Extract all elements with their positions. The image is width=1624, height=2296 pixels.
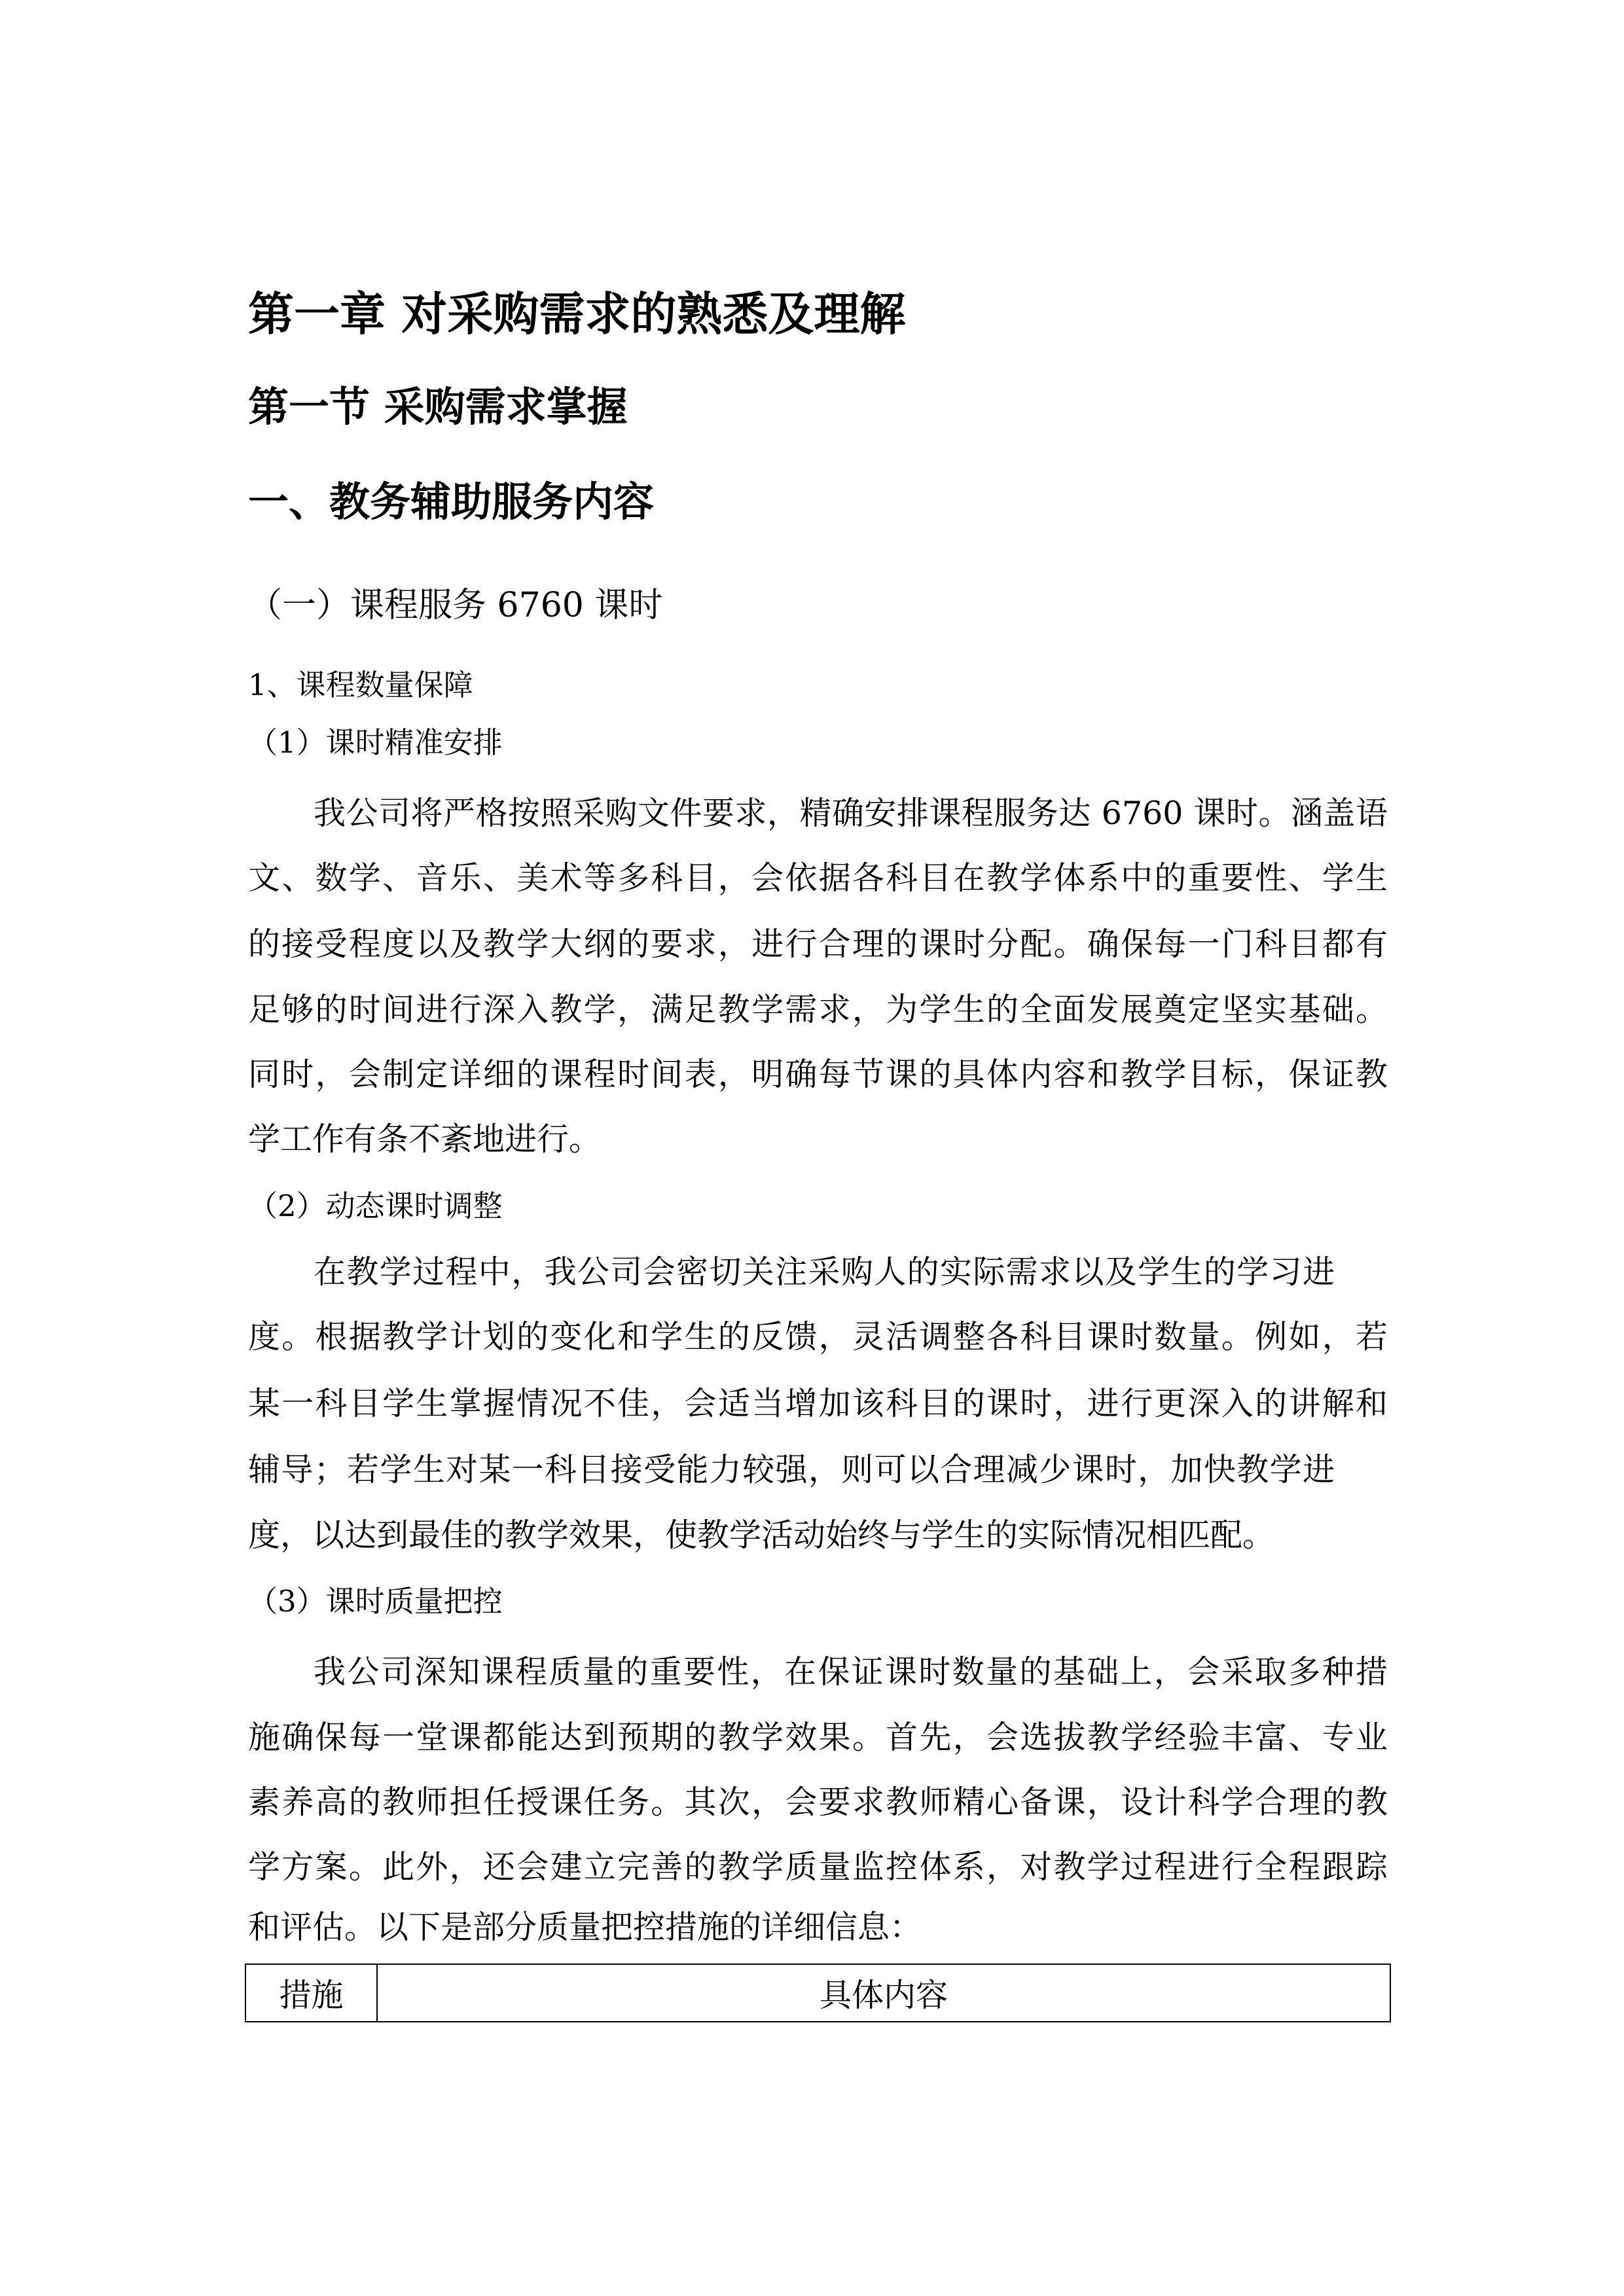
paragraph-line: 我公司将严格按照采购文件要求，精确安排课程服务达 6760 课时。涵盖语 — [314, 795, 1388, 832]
paragraph-line: 辅导；若学生对某一科目接受能力较强，则可以合理减少课时，加快教学进 — [248, 1451, 1335, 1488]
paragraph-line: 足够的时间进行深入教学，满足教学需求，为学生的全面发展奠定坚实基础。 — [248, 991, 1388, 1028]
sub-heading-1: （1）课时精准安排 — [248, 725, 503, 760]
paragraph-line: 文、数学、音乐、美术等多科目，会依据各科目在教学体系中的重要性、学生 — [248, 859, 1388, 897]
paragraph-line: 学方案。此外，还会建立完善的教学质量监控体系，对教学过程进行全程跟踪 — [248, 1848, 1388, 1886]
paragraph-line: 学工作有条不紊地进行。 — [248, 1121, 602, 1158]
paragraph-line: 度。根据教学计划的变化和学生的反馈，灵活调整各科目课时数量。例如，若 — [248, 1318, 1388, 1355]
header-content: 具体内容 — [377, 1964, 1390, 2022]
paragraph-line: 在教学过程中，我公司会密切关注采购人的实际需求以及学生的学习进 — [314, 1253, 1335, 1291]
paragraph-line: 素养高的教师担任授课任务。其次，会要求教师精心备课，设计科学合理的教 — [248, 1784, 1388, 1821]
section-title: 第一节 采购需求掌握 — [248, 383, 628, 431]
paragraph-line: 度，以达到最佳的教学效果，使教学活动始终与学生的实际情况相匹配。 — [248, 1516, 1275, 1554]
sub-heading-3: （3）课时质量把控 — [248, 1584, 503, 1619]
paragraph-line: 我公司深知课程质量的重要性，在保证课时数量的基础上，会采取多种措 — [314, 1653, 1388, 1691]
paragraph-line: 和评估。以下是部分质量把控措施的详细信息： — [248, 1909, 922, 1946]
paragraph-line: 施确保每一堂课都能达到预期的教学效果。首先，会选拔教学经验丰富、专业 — [248, 1719, 1388, 1756]
measures-table — [245, 1964, 1391, 2022]
chapter-title: 第一章 对采购需求的熟悉及理解 — [248, 287, 906, 341]
item-title: 1、课程数量保障 — [248, 668, 473, 702]
sub-heading-2: （2）动态课时调整 — [248, 1189, 503, 1223]
header-measure: 措施 — [245, 1964, 377, 2022]
part-title: （一）课程服务 6760 课时 — [248, 586, 663, 625]
paragraph-line: 的接受程度以及教学大纲的要求，进行合理的课时分配。确保每一门科目都有 — [248, 925, 1388, 963]
paragraph-line: 同时，会制定详细的课程时间表，明确每节课的具体内容和教学目标，保证教 — [248, 1056, 1388, 1093]
subsection-title: 一、教务辅助服务内容 — [248, 478, 655, 526]
paragraph-line: 某一科目学生掌握情况不佳，会适当增加该科目的课时，进行更深入的讲解和 — [248, 1385, 1388, 1422]
table-header-row — [245, 1964, 1390, 2022]
